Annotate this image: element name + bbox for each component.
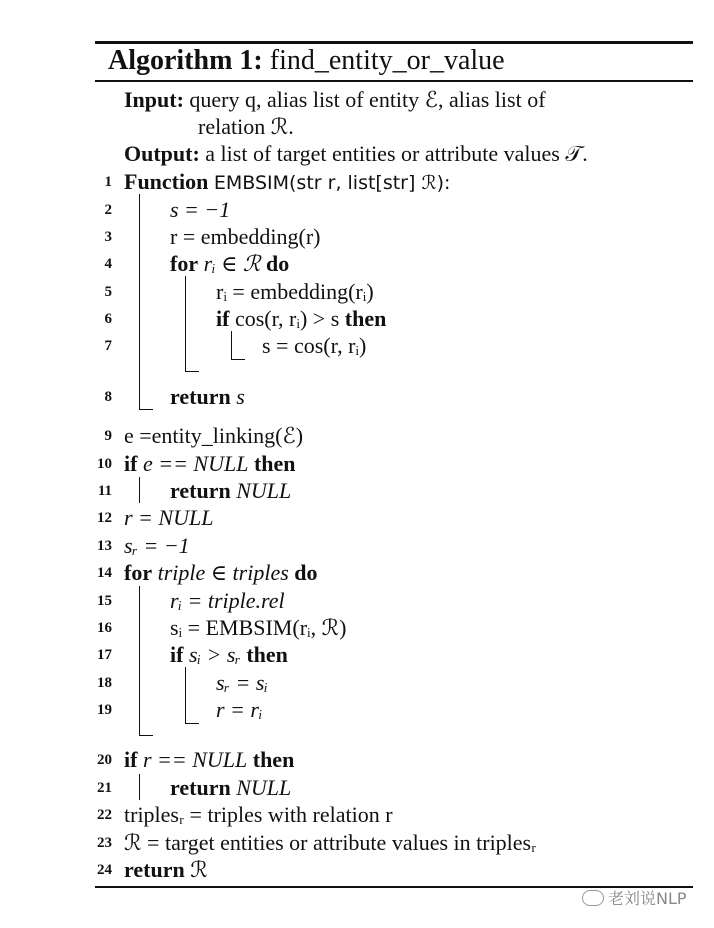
- line-1-keyword: Function: [124, 169, 209, 194]
- algo-line-2: [170, 196, 230, 223]
- line-5-text: rᵢ = embedding(rᵢ): [216, 279, 374, 304]
- line-14-keyword-2: do: [294, 560, 318, 585]
- watermark-text: 老刘说NLP: [608, 889, 687, 908]
- line-number-11: 11: [97, 483, 112, 499]
- input-text-2: relation ℛ.: [198, 114, 294, 139]
- algo-line-8: [170, 383, 245, 410]
- line-number-2: 2: [104, 202, 112, 218]
- line-10-text: e == NULL: [142, 451, 249, 476]
- line-number-15: 15: [97, 593, 112, 609]
- line-21-keyword: return: [170, 775, 231, 800]
- line-2-text: s = −1: [170, 197, 231, 222]
- input-line-cont: [198, 113, 294, 140]
- title-rule: [95, 80, 693, 82]
- line-number-10: 10: [97, 456, 112, 472]
- line-number-12: 12: [97, 510, 112, 526]
- algo-line-10: [124, 450, 296, 477]
- line-number-22: 22: [97, 807, 112, 823]
- line-12-text: r = NULL: [124, 505, 214, 530]
- line-number-7: 7: [104, 338, 112, 354]
- line-14-keyword: for: [124, 560, 153, 585]
- algo-line-24: [124, 856, 208, 883]
- algorithm-title: [108, 44, 505, 78]
- algo-line-23: [124, 829, 536, 856]
- line-number-16: 16: [97, 620, 112, 636]
- algo-line-16: [170, 614, 347, 641]
- line-9-text: e =entity_linking(ℰ): [124, 423, 304, 448]
- algo-line-17: [170, 641, 288, 668]
- scope-bar-if-4: [139, 774, 140, 800]
- line-1-text: EMBSIM(str r, list[str] ℛ):: [213, 172, 451, 194]
- algo-line-9: [124, 422, 303, 449]
- line-number-1: 1: [104, 174, 112, 190]
- scope-end-function: [139, 409, 153, 410]
- algo-line-18: [216, 669, 268, 696]
- output-text: a list of target entities or attribute values 𝒯.: [205, 141, 588, 166]
- line-number-19: 19: [97, 702, 112, 718]
- line-number-6: 6: [104, 311, 112, 327]
- line-number-13: 13: [97, 538, 112, 554]
- line-number-14: 14: [97, 565, 112, 581]
- line-17-keyword: if: [170, 642, 184, 667]
- line-4-text: rᵢ ∈ ℛ: [203, 251, 261, 276]
- scope-end-if-1: [231, 359, 245, 360]
- algorithm-name: find_entity_or_value: [269, 45, 505, 76]
- line-4-keyword: for: [170, 251, 199, 276]
- line-24-text: ℛ: [190, 857, 208, 882]
- line-11-keyword: return: [170, 478, 231, 503]
- line-11-text: NULL: [236, 478, 292, 503]
- line-number-17: 17: [97, 647, 112, 663]
- line-6-keyword-2: then: [344, 306, 387, 331]
- algo-line-15: [170, 587, 285, 614]
- line-8-keyword: return: [170, 384, 231, 409]
- algorithm-label: Algorithm 1:: [108, 45, 263, 76]
- watermark: [582, 886, 687, 909]
- line-13-text: sᵣ = −1: [124, 533, 190, 558]
- line-number-24: 24: [97, 862, 112, 878]
- line-number-21: 21: [97, 780, 112, 796]
- line-number-20: 20: [97, 752, 112, 768]
- line-22-text: triplesᵣ = triples with relation r: [124, 802, 393, 827]
- output-line: [124, 140, 588, 167]
- line-24-keyword: return: [124, 857, 185, 882]
- line-number-3: 3: [104, 229, 112, 245]
- algo-line-13: [124, 532, 190, 559]
- line-number-23: 23: [97, 835, 112, 851]
- algo-line-20: [124, 746, 294, 773]
- algo-line-6: [216, 305, 386, 332]
- line-10-keyword: if: [124, 451, 138, 476]
- algo-line-5: [216, 278, 374, 305]
- algo-line-22: [124, 801, 393, 828]
- scope-bar-for-2: [139, 586, 140, 736]
- scope-end-if-3: [185, 723, 199, 724]
- line-17-keyword-2: then: [246, 642, 288, 667]
- input-line: [124, 86, 546, 113]
- line-21-text: NULL: [236, 775, 292, 800]
- line-6-text: cos(r, rᵢ) > s: [234, 306, 340, 331]
- scope-bar-if-1: [231, 331, 232, 360]
- algo-line-1: [124, 168, 450, 195]
- line-3-text: r = embedding(r): [170, 224, 321, 249]
- algo-line-7: [262, 332, 366, 359]
- line-10-keyword-2: then: [253, 451, 296, 476]
- line-20-keyword: if: [124, 747, 138, 772]
- scope-end-for-2: [139, 735, 153, 736]
- line-4-keyword-2: do: [265, 251, 290, 276]
- line-18-text: sᵣ = sᵢ: [216, 670, 268, 695]
- scope-bar-if-2: [139, 477, 140, 503]
- line-19-text: r = rᵢ: [216, 697, 263, 722]
- scope-bar-for-1: [185, 276, 186, 372]
- line-23-text: ℛ = target entities or attribute values in triplesᵣ: [124, 830, 537, 855]
- line-20-keyword-2: then: [252, 747, 295, 772]
- scope-bar-if-3: [185, 667, 186, 724]
- output-label: Output:: [124, 141, 200, 166]
- scope-end-for-1: [185, 371, 199, 372]
- line-number-4: 4: [104, 256, 112, 272]
- input-text-1: query q, alias list of entity ℰ, alias list of: [189, 87, 546, 112]
- algo-line-19: [216, 696, 262, 723]
- algo-line-11: [170, 477, 291, 504]
- line-14-text: triple ∈ triples: [157, 560, 289, 585]
- line-16-text: sᵢ = EMBSIM(rᵢ, ℛ): [170, 615, 347, 640]
- line-8-text: s: [236, 384, 245, 409]
- line-number-5: 5: [104, 284, 112, 300]
- input-label: Input:: [124, 87, 184, 112]
- line-15-text: rᵢ = triple.rel: [170, 588, 285, 613]
- line-number-9: 9: [104, 428, 112, 444]
- line-6-keyword: if: [216, 306, 230, 331]
- algo-line-3: [170, 223, 320, 250]
- algo-line-14: [124, 559, 318, 586]
- wechat-icon: [582, 890, 604, 906]
- scope-bar-function: [139, 194, 140, 410]
- algo-line-21: [170, 774, 291, 801]
- line-number-8: 8: [104, 389, 112, 405]
- line-7-text: s = cos(r, rᵢ): [262, 333, 367, 358]
- algo-line-4: [170, 250, 289, 277]
- line-20-text: r == NULL: [142, 747, 248, 772]
- algo-line-12: [124, 504, 213, 531]
- line-17-text: sᵢ > sᵣ: [188, 642, 241, 667]
- line-number-18: 18: [97, 675, 112, 691]
